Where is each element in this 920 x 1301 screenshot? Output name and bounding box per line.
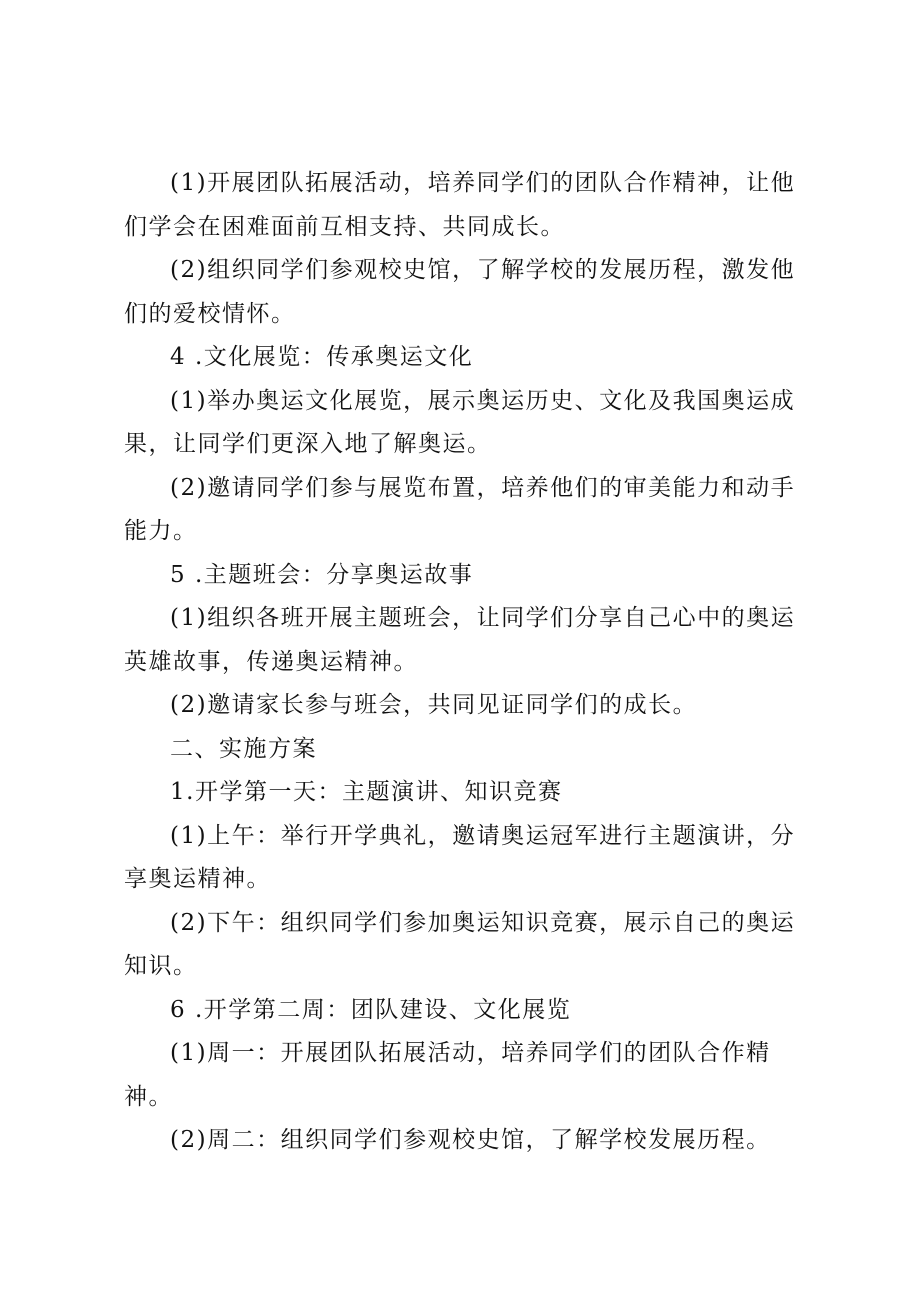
document-body — [124, 162, 814, 1163]
section-heading-day-one: 1.开学第一天：主题演讲、知识竞赛 — [170, 779, 563, 805]
paragraph-7: (1)上午：举行开学典礼，邀请奥运冠军进行主题演讲，分享奥运精神。 — [124, 822, 796, 892]
section-heading-5: 5 .主题班会：分享奥运故事 — [170, 561, 474, 588]
paragraph-10: (2)周二：组织同学们参观校史馆，了解学校发展历程。 — [170, 1127, 771, 1153]
paragraph-3: (1)举办奥运文化展览，展示奥运历史、文化及我国奥运成果，让同学们更深入地了解奥运。 — [124, 387, 796, 457]
paragraph-4: (2)邀请同学们参与展览布置，培养他们的审美能力和动手能力。 — [124, 474, 796, 544]
section-heading-week-two: 6 .开学第二周：团队建设、文化展览 — [170, 996, 572, 1023]
paragraph-9: (1)周一：开展团队拓展活动，培养同学们的团队合作精神。 — [124, 1040, 771, 1110]
paragraph-8: (2)下午：组织同学们参加奥运知识竞赛，展示自己的奥运知识。 — [124, 909, 796, 979]
section-heading-implementation: 二、实施方案 — [170, 735, 317, 762]
section-heading-4: 4 .文化展览：传承奥运文化 — [170, 344, 474, 370]
paragraph-6: (2)邀请家长参与班会，共同见证同学们的成长。 — [170, 692, 698, 718]
paragraph-5: (1)组织各班开展主题班会，让同学们分享自己心中的奥运英雄故事，传递奥运精神。 — [124, 605, 796, 675]
paragraph-2: (2)组织同学们参观校史馆，了解学校的发展历程，激发他们的爱校情怀。 — [124, 257, 796, 327]
paragraph-1: (1)开展团队拓展活动，培养同学们的团队合作精神，让他们学会在困难面前互相支持、共同成长。 — [124, 170, 796, 240]
